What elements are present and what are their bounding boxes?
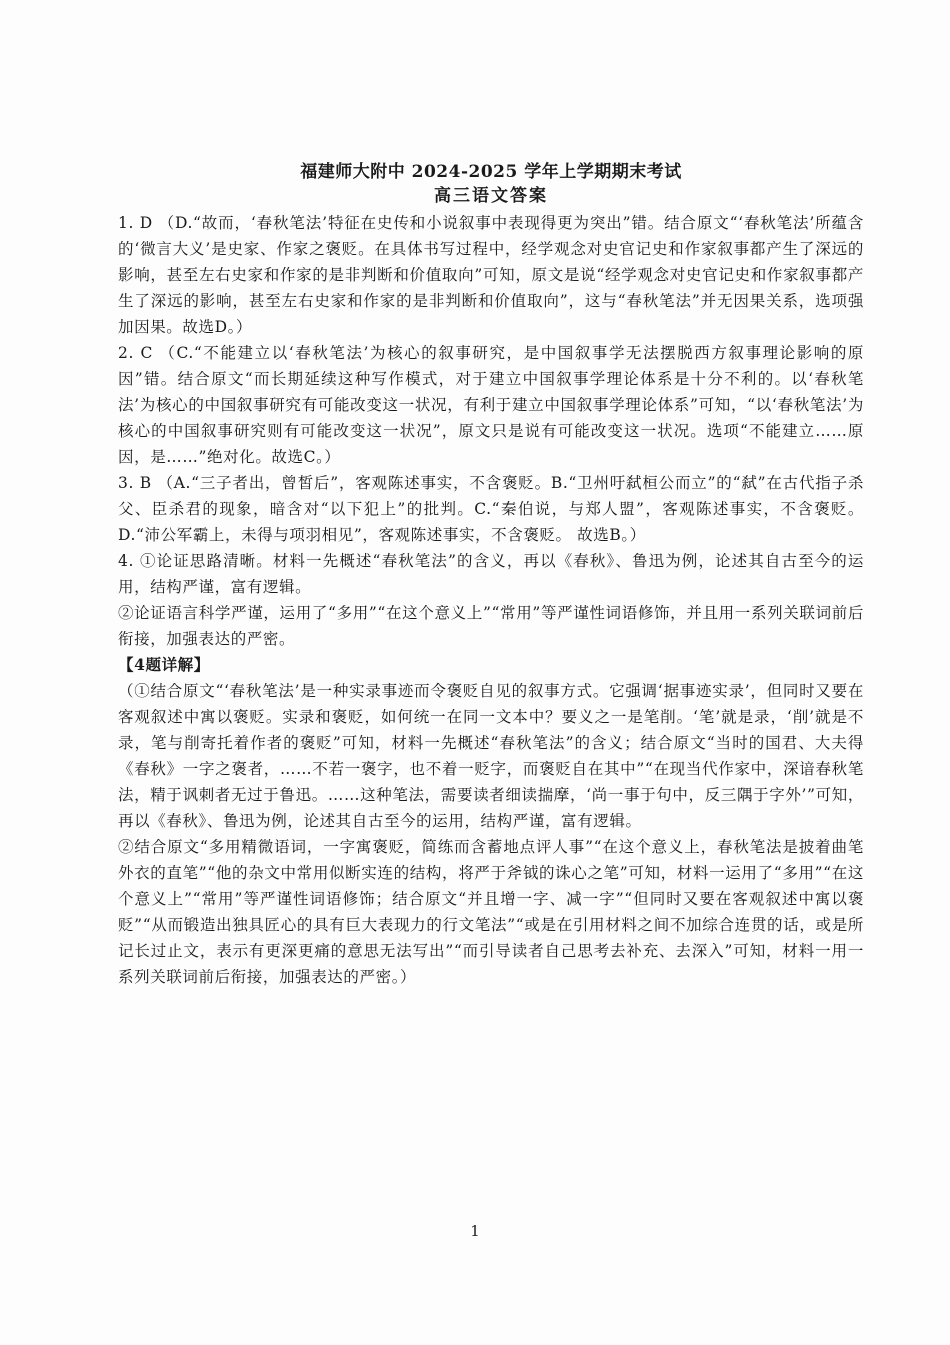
answer-q2: 2. C （C.“不能建立以‘春秋笔法’为核心的叙事研究，是中国叙事学无法摆脱西方叙事理论影响的原因”错。结合原文“而长期延续这种写作模式，对于建立中国叙事学理论体系是十分不利的。以‘春秋笔法’为核心的中国叙事研究有可能改变这一状况，有利于建立中国叙事学理论体系”可知，“以‘春秋笔法’为核心的中国叙事研究则有可能改变这一状况”，原文只是说有可能改变这一状况。选项“不能建立……原因，是……”绝对化。故选C。） [118, 344, 864, 466]
answer-q1: 1. D （D.“故而，‘春秋笔法’特征在史传和小说叙事中表现得更为突出”错。结合原文“‘春秋笔法’所蕴含的‘微言大义’是史家、作家之褒贬。在具体书写过程中，经学观念对史官记史和作家叙事都产生了深远的影响，甚至左右史家和作家的是非判断和价值取向”可知，原文是说“经学观念对史官记史和作家叙事都产生了深远的影响，甚至左右史家和作家的是非判断和价值取向”，这与“春秋笔法”并无因果关系，选项强加因果。故选D。） [118, 214, 864, 336]
document-content [118, 160, 864, 990]
q4-detail-paragraph-1: （①结合原文“‘春秋笔法’是一种实录事迹而令褒贬自见的叙事方式。它强调‘据事迹实录’，但同时又要在客观叙述中寓以褒贬。实录和褒贬，如何统一在同一文本中？要义之一是笔削。‘笔’就是录，‘削’就是不录，笔与削寄托着作者的褒贬”可知，材料一先概述“春秋笔法”的含义；结合原文“当时的国君、大夫得《春秋》一字之褒者，……不若一褒字，也不着一贬字，而褒贬自在其中”“在现当代作家中，深谙春秋笔法，精于讽刺者无过于鲁迅。……这种笔法，需要读者细读揣摩，‘尚一事于句中，反三隅于字外’”可知，再以《春秋》、鲁迅为例，论述其自古至今的运用，结构严谨，富有逻辑。 [118, 682, 864, 830]
answer-q3: 3. B （A.“三子者出，曾皙后”，客观陈述事实，不含褒贬。B.“卫州吁弑桓公而立”的“弑”在古代指子杀父、臣杀君的现象，暗含对“以下犯上”的批判。C.“秦伯说，与郑人盟”，客观陈述事实，不含褒贬。D.“沛公军霸上，未得与项羽相见”，客观陈述事实，不含褒贬。 故选B。） [118, 474, 864, 544]
answer-q4-point-1: 4. ①论证思路清晰。材料一先概述“春秋笔法”的含义，再以《春秋》、鲁迅为例，论述其自古至今的运用，结构严谨，富有逻辑。 [118, 552, 864, 596]
answer-subtitle: 高三语文答案 [434, 186, 548, 206]
q4-detail-heading: 【4题详解】 [118, 655, 210, 674]
exam-title: 福建师大附中 2024-2025 学年上学期期末考试 [300, 162, 682, 182]
answer-q4-point-2: ②论证语言科学严谨，运用了“多用”“在这个意义上”“常用”等严谨性词语修饰，并且用一系列关联词前后衔接，加强表达的严密。 [118, 604, 864, 648]
q4-detail-paragraph-2: ②结合原文“多用精微语词，一字寓褒贬，简练而含蓄地点评人事”“在这个意义上，春秋笔法是披着曲笔外衣的直笔”“他的杂文中常用似断实连的结构，将严于斧钺的诛心之笔”可知，材料一运用了“多用”“在这个意义上”“常用”等严谨性词语修饰；结合原文“并且增一字、减一字”“但同时又要在客观叙述中寓以褒贬”“从而锻造出独具匠心的具有巨大表现力的行文笔法”“或是在引用材料之间不加综合连贯的话，或是所记长过止文，表示有更深更痛的意思无法写出”“而引导读者自己思考去补充、去深入”可知，材料一用一系列关联词前后衔接，加强表达的严密。） [118, 838, 864, 986]
page-number: 1 [470, 1222, 480, 1240]
